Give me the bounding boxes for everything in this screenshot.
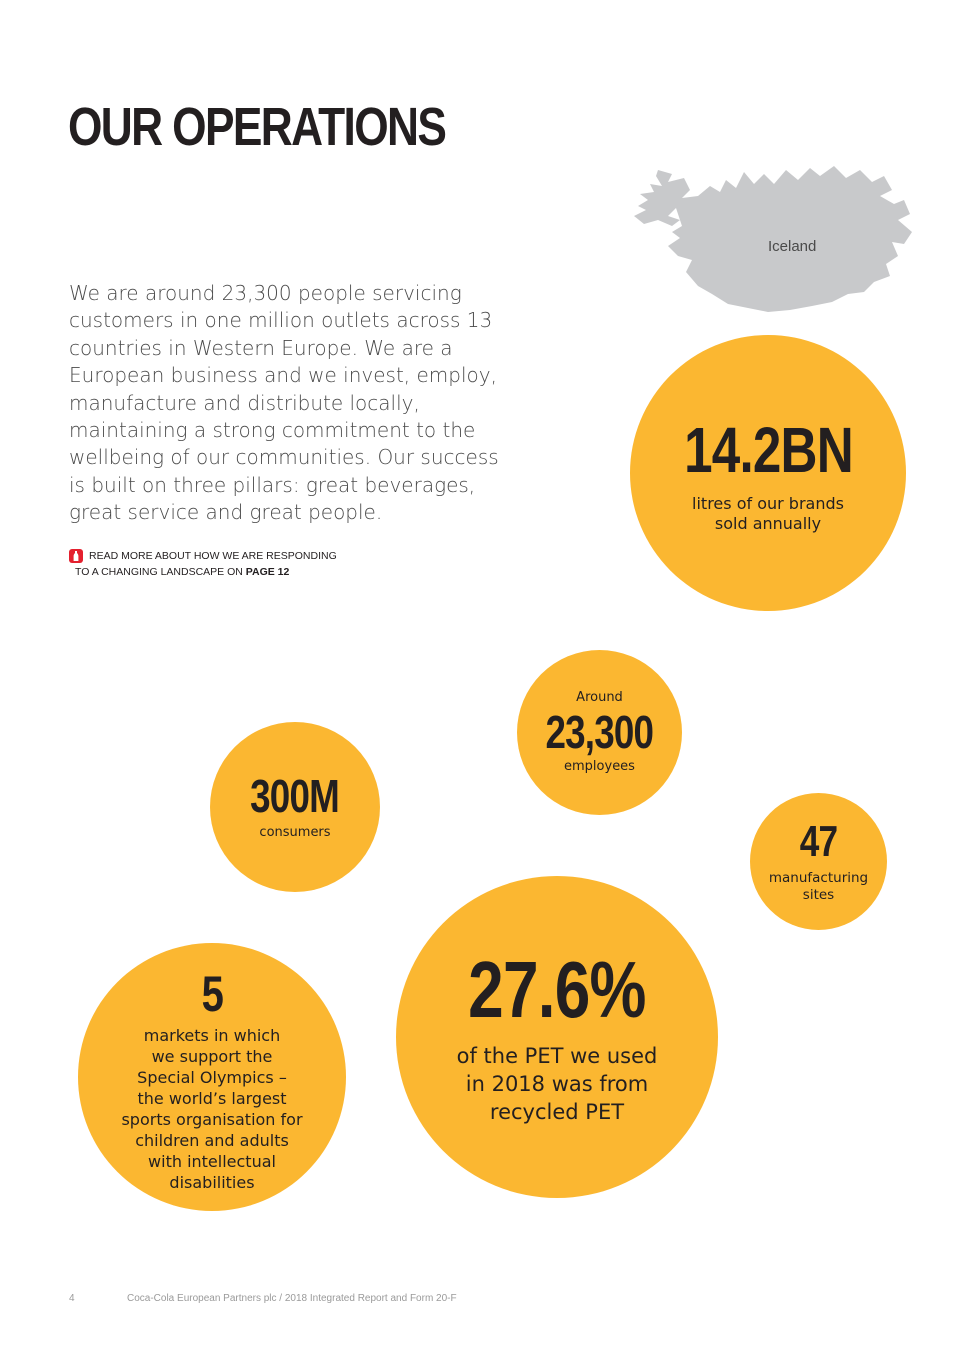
stat-consumers-label: consumers	[259, 824, 331, 840]
stat-litres-label-1: litres of our brands	[692, 494, 844, 513]
read-more-line-2: TO A CHANGING LANDSCAPE ON	[75, 566, 243, 578]
stat-olympics-label-3: Special Olympics –	[137, 1068, 287, 1087]
stat-olympics-circle	[78, 943, 346, 1211]
stat-sites-label-1: manufacturing	[768, 869, 869, 886]
stat-olympics-label-8: disabilities	[169, 1173, 255, 1192]
page-title: OUR OPERATIONS	[68, 97, 446, 157]
stat-pet-label-1: of the PET we used	[456, 1044, 658, 1068]
stat-sites-label-2: sites	[802, 886, 835, 903]
iceland-label: Iceland	[768, 238, 817, 255]
stat-olympics-label-1: markets in which	[143, 1026, 281, 1045]
stat-consumers-value: 300M	[250, 769, 340, 822]
intro-paragraph: We are around 23,300 people servicing customers in one million outlets across 13 countries in Western Europe. We are a European business and we invest, employ, manufacture and distribute locally, maintaining a strong commitment to the wellbeing of our communities. Our success is built on three pillars: great beverages, great service and great people.	[69, 281, 499, 525]
stat-pet-label-2: in 2018 was from	[465, 1072, 649, 1096]
stat-pet-circle	[396, 876, 718, 1198]
stat-employees-label: employees	[564, 758, 635, 774]
stat-olympics-label-4: the world’s largest	[137, 1089, 287, 1108]
stat-olympics-value: 5	[201, 966, 223, 1022]
read-more-page-ref: PAGE 12	[245, 566, 290, 578]
stat-olympics-label-2: we support the	[151, 1047, 273, 1066]
stat-olympics-label-5: sports organisation for	[121, 1110, 303, 1129]
bottle-icon	[69, 549, 83, 563]
stat-consumers-circle	[210, 722, 380, 892]
stat-employees-circle	[517, 650, 682, 815]
stat-sites-circle	[750, 793, 887, 930]
stat-employees-value: 23,300	[545, 705, 654, 758]
stat-sites-value: 47	[799, 816, 838, 866]
stat-olympics-label-6: children and adults	[135, 1131, 289, 1150]
footer-text: Coca-Cola European Partners plc / 2018 Integrated Report and Form 20-F	[127, 1293, 457, 1304]
stat-litres-circle	[630, 335, 906, 611]
read-more-line-1: READ MORE ABOUT HOW WE ARE RESPONDING	[89, 550, 337, 562]
stat-pet-value: 27.6%	[468, 945, 646, 1034]
stat-olympics-label-7: with intellectual	[148, 1152, 276, 1171]
stat-pet-label-3: recycled PET	[489, 1100, 625, 1124]
stat-employees-prefix: Around	[576, 690, 623, 706]
stat-litres-label-2: sold annually	[714, 514, 822, 533]
page-number: 4	[69, 1293, 75, 1304]
stat-litres-value: 14.2BN	[683, 414, 853, 486]
